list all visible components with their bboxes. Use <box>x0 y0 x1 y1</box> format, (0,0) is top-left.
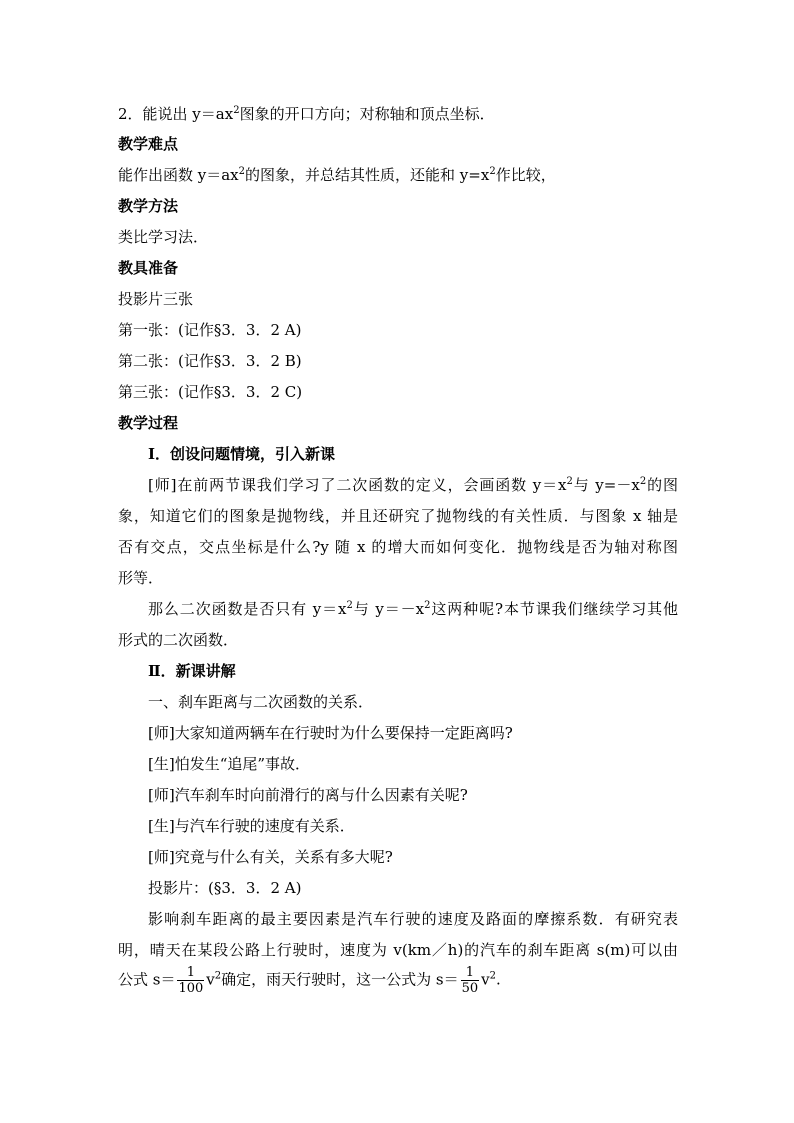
text: v <box>206 970 215 989</box>
method-text: 类比学习法． <box>118 228 209 246</box>
paragraph-1-line-4: 形等． <box>118 569 164 587</box>
heading-teaching-method: 教学方法 <box>118 197 179 215</box>
superscript: 2 <box>489 166 496 177</box>
dialogue-student-1: [生]怕发生“追尾”事故． <box>148 755 311 773</box>
paragraph-1-line-3: 否有交点，交点坐标是什么?y 随 x 的增大而如何变化．抛物线是否为轴对称图 <box>118 538 678 556</box>
numerator: 1 <box>177 965 204 981</box>
slide-2: 第二张：(记作§3．3．2 B) <box>118 352 302 370</box>
subsection-1: 一、刹车距离与二次函数的关系． <box>148 693 374 711</box>
text: 2．能说出 y＝ax <box>118 105 234 123</box>
paragraph-1-line-1 <box>148 475 678 495</box>
numerator: 1 <box>461 965 480 981</box>
text: [师]在前两节课我们学习了二次函数的定义，会画函数 y＝x <box>148 476 567 494</box>
dialogue-teacher-1: [师]大家知道两辆车在行驶时为什么要保持一定距离吗? <box>148 724 513 742</box>
superscript: 2 <box>233 105 240 116</box>
text: 与 y=－x <box>572 476 640 494</box>
paragraph-3-line-2: 明，晴天在某段公路上行驶时，速度为 v(km／h)的汽车的刹车距离 s(m)可以由 <box>118 941 678 959</box>
denominator: 100 <box>178 981 204 996</box>
denominator: 50 <box>461 981 479 996</box>
slide-reference: 投影片：(§3．3．2 A) <box>148 879 302 897</box>
superscript: 2 <box>214 970 222 982</box>
section-2-heading: Ⅱ．新课讲解 <box>148 662 236 680</box>
heading-teaching-tools: 教具准备 <box>118 259 179 277</box>
text: 作比较， <box>495 166 556 184</box>
text: 这两种呢?本节课我们继续学习其他 <box>430 600 679 618</box>
superscript: 2 <box>424 600 431 611</box>
objective-item-2 <box>118 104 495 124</box>
text: 与 y＝－x <box>352 600 425 618</box>
text: 那么二次函数是否只有 y＝x <box>148 600 347 618</box>
dialogue-teacher-3: [师]究竟与什么有关，关系有多大呢? <box>148 848 393 866</box>
superscript: 2 <box>489 970 497 982</box>
text: 的图象，并总结其性质，还能和 y=x <box>245 166 490 184</box>
paragraph-2-line-2: 形式的二次函数． <box>118 631 239 649</box>
superscript: 2 <box>566 476 573 487</box>
heading-teaching-difficulty: 教学难点 <box>118 135 179 153</box>
section-1-heading: Ⅰ．创设问题情境，引入新课 <box>148 445 336 463</box>
fraction-1-over-100 <box>177 965 204 996</box>
text: 能作出函数 y＝ax <box>118 166 239 184</box>
slide-1: 第一张：(记作§3．3．2 A) <box>118 321 302 339</box>
superscript: 2 <box>346 600 353 611</box>
fraction-1-over-50 <box>461 965 480 996</box>
text: 公式 s＝ <box>118 970 176 989</box>
slide-3: 第三张：(记作§3．3．2 C) <box>118 383 303 401</box>
text: 确定，雨天行驶时，这一公式为 s＝ <box>221 970 459 989</box>
dialogue-student-2: [生]与汽车行驶的速度有关系． <box>148 817 355 835</box>
text: 图象的开口方向；对称轴和顶点坐标． <box>239 105 495 123</box>
text: 的图 <box>646 476 678 494</box>
paragraph-3-line-3 <box>118 965 501 996</box>
dialogue-teacher-2: [师]汽车刹车时向前滑行的离与什么因素有关呢? <box>148 786 468 804</box>
paragraph-2-line-1 <box>148 599 678 619</box>
paragraph-1-line-2: 象，知道它们的图象是抛物线，并且还研究了抛物线的有关性质．与图象 x 轴是 <box>118 507 678 525</box>
difficulty-text <box>118 165 556 185</box>
paragraph-3-line-1: 影响刹车距离的最主要因素是汽车行驶的速度及路面的摩擦系数．有研究表 <box>148 910 678 928</box>
text: v <box>481 970 490 989</box>
superscript: 2 <box>238 166 246 177</box>
heading-teaching-process: 教学过程 <box>118 414 179 432</box>
tools-text: 投影片三张 <box>118 290 194 308</box>
text: . <box>496 970 501 989</box>
superscript: 2 <box>639 476 647 487</box>
